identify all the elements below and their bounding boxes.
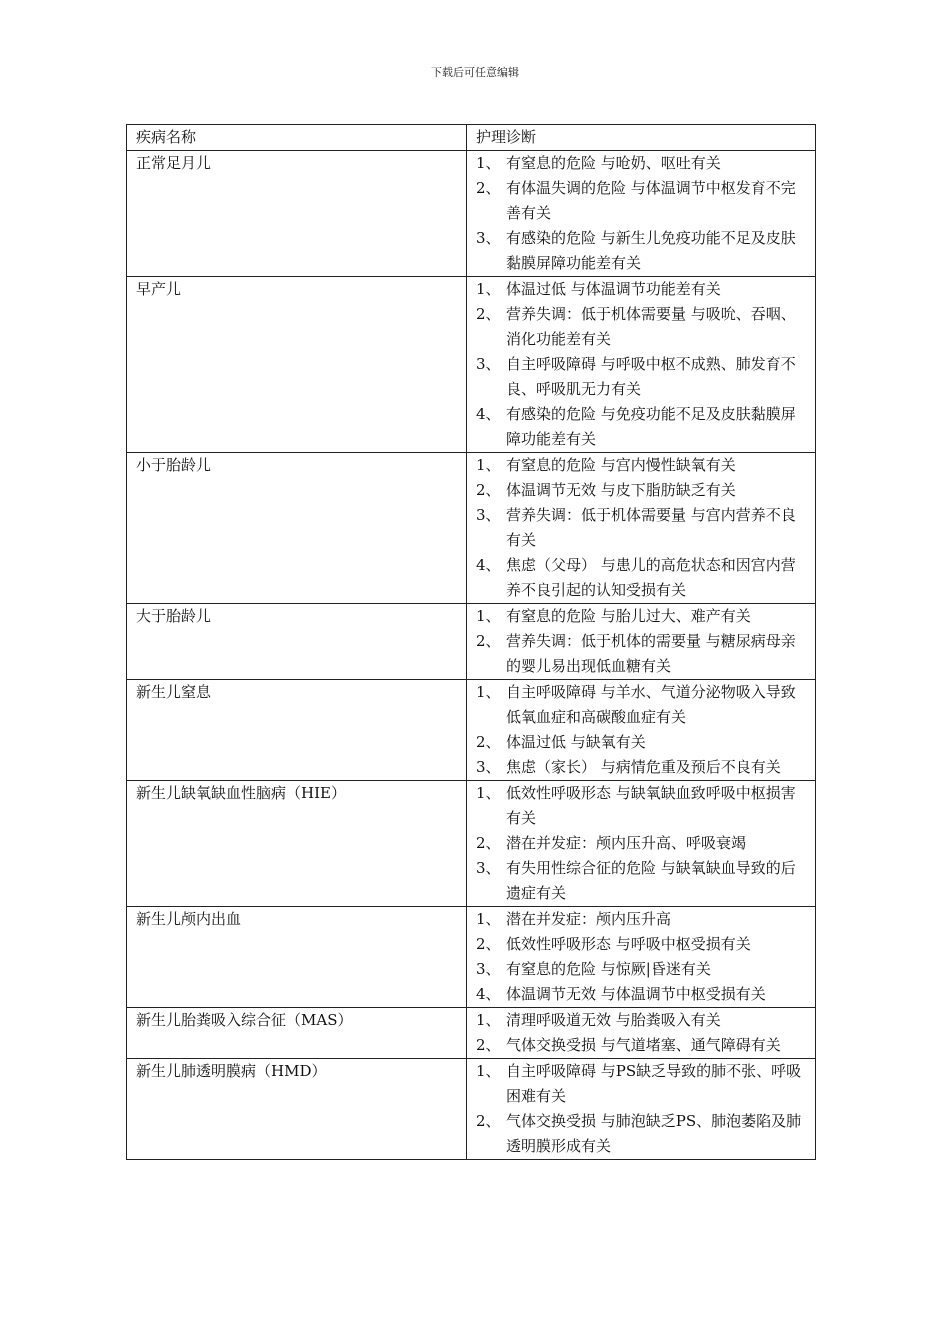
- diagnosis-text: 有窒息的危险 与宫内慢性缺氧有关: [506, 456, 736, 474]
- diagnosis-text: 体温过低 与体温调节功能差有关: [506, 280, 721, 298]
- table-row: [127, 781, 816, 907]
- item-number: 2、: [476, 481, 501, 499]
- diagnosis-text: 有窒息的危险 与呛奶、呕吐有关: [506, 154, 721, 172]
- diagnosis-text: 营养失调：低于机体的需要量 与糖尿病母亲的婴儿易出现低血糖有关: [506, 632, 796, 675]
- item-number: 1、: [476, 1011, 501, 1029]
- nursing-diagnosis-table: [126, 124, 816, 1160]
- list-item: [476, 453, 809, 478]
- column-header-disease: 疾病名称: [127, 125, 467, 151]
- list-item: [476, 151, 809, 176]
- page-header: 下载后可任意编辑: [431, 66, 519, 79]
- diagnosis-list: [476, 277, 809, 452]
- diagnosis-text: 有感染的危险 与免疫功能不足及皮肤黏膜屏障功能差有关: [506, 405, 796, 448]
- column-header-diagnosis: 护理诊断: [467, 125, 816, 151]
- diagnosis-text: 营养失调：低于机体需要量 与宫内营养不良有关: [506, 506, 796, 549]
- item-number: 1、: [476, 456, 501, 474]
- diagnosis-text: 有窒息的危险 与惊厥|昏迷有关: [506, 960, 711, 978]
- diagnosis-text: 体温调节无效 与体温调节中枢受损有关: [506, 985, 766, 1003]
- table-row: [127, 453, 816, 604]
- diagnosis-cell: [467, 1008, 816, 1059]
- header-row: [127, 125, 816, 151]
- diagnosis-text: 营养失调：低于机体需要量 与吸吮、吞咽、消化功能差有关: [506, 305, 796, 348]
- list-item: [476, 352, 809, 402]
- list-item: [476, 176, 809, 226]
- item-number: 2、: [476, 632, 501, 650]
- item-number: 3、: [476, 506, 501, 524]
- list-item: [476, 831, 809, 856]
- diagnosis-text: 有体温失调的危险 与体温调节中枢发育不完善有关: [506, 179, 796, 222]
- diagnosis-cell: [467, 151, 816, 277]
- list-item: [476, 932, 809, 957]
- item-number: 1、: [476, 910, 501, 928]
- disease-name-cell: 新生儿胎粪吸入综合征（MAS）: [127, 1008, 467, 1059]
- diagnosis-text: 气体交换受损 与肺泡缺乏PS、肺泡萎陷及肺透明膜形成有关: [506, 1112, 802, 1155]
- list-item: [476, 1109, 809, 1159]
- disease-name-cell: 小于胎龄儿: [127, 453, 467, 604]
- diagnosis-list: [476, 453, 809, 603]
- diagnosis-text: 体温过低 与缺氧有关: [506, 733, 646, 751]
- list-item: [476, 1033, 809, 1058]
- item-number: 1、: [476, 683, 501, 701]
- disease-name-cell: 早产儿: [127, 277, 467, 453]
- item-number: 1、: [476, 154, 501, 172]
- diagnosis-list: [476, 781, 809, 906]
- diagnosis-text: 潜在并发症：颅内压升高: [506, 910, 672, 928]
- list-item: [476, 680, 809, 730]
- item-number: 3、: [476, 960, 501, 978]
- diagnosis-text: 焦虑（父母） 与患儿的高危状态和因宫内营养不良引起的认知受损有关: [506, 556, 796, 599]
- diagnosis-text: 气体交换受损 与气道堵塞、通气障碍有关: [506, 1036, 781, 1054]
- list-item: [476, 755, 809, 780]
- item-number: 1、: [476, 280, 501, 298]
- diagnosis-text: 有失用性综合征的危险 与缺氧缺血导致的后遗症有关: [506, 859, 796, 902]
- disease-name-cell: 正常足月儿: [127, 151, 467, 277]
- disease-name-cell: 新生儿肺透明膜病（HMD）: [127, 1059, 467, 1160]
- item-number: 1、: [476, 607, 501, 625]
- item-number: 2、: [476, 834, 501, 852]
- diagnosis-cell: [467, 1059, 816, 1160]
- list-item: [476, 277, 809, 302]
- diagnosis-text: 自主呼吸障碍 与呼吸中枢不成熟、肺发育不良、呼吸肌无力有关: [506, 355, 796, 398]
- diagnosis-text: 潜在并发症：颅内压升高、呼吸衰竭: [506, 834, 747, 852]
- diagnosis-list: [476, 907, 809, 1007]
- diagnosis-list: [476, 604, 809, 679]
- item-number: 4、: [476, 556, 501, 574]
- list-item: [476, 629, 809, 679]
- item-number: 4、: [476, 405, 501, 423]
- list-item: [476, 503, 809, 553]
- diagnosis-cell: [467, 604, 816, 680]
- diagnosis-text: 有感染的危险 与新生儿免疫功能不足及皮肤黏膜屏障功能差有关: [506, 229, 796, 272]
- diagnosis-list: [476, 1059, 809, 1159]
- diagnosis-cell: [467, 277, 816, 453]
- item-number: 1、: [476, 1062, 501, 1080]
- diagnosis-list: [476, 151, 809, 276]
- table-row: [127, 1059, 816, 1160]
- diagnosis-cell: [467, 680, 816, 781]
- diagnosis-text: 自主呼吸障碍 与PS缺乏导致的肺不张、呼吸困难有关: [506, 1062, 802, 1105]
- diagnosis-cell: [467, 453, 816, 604]
- list-item: [476, 302, 809, 352]
- item-number: 2、: [476, 1112, 501, 1130]
- table-row: [127, 151, 816, 277]
- item-number: 2、: [476, 305, 501, 323]
- disease-name-cell: 新生儿颅内出血: [127, 907, 467, 1008]
- disease-name-cell: 新生儿缺氧缺血性脑病（HIE）: [127, 781, 467, 907]
- disease-name-cell: 大于胎龄儿: [127, 604, 467, 680]
- diagnosis-text: 有窒息的危险 与胎儿过大、难产有关: [506, 607, 751, 625]
- list-item: [476, 1059, 809, 1109]
- list-item: [476, 730, 809, 755]
- table-row: [127, 277, 816, 453]
- table-row: [127, 1008, 816, 1059]
- table-row: [127, 907, 816, 1008]
- item-number: 3、: [476, 229, 501, 247]
- list-item: [476, 856, 809, 906]
- diagnosis-text: 低效性呼吸形态 与缺氧缺血致呼吸中枢损害有关: [506, 784, 796, 827]
- item-number: 2、: [476, 179, 501, 197]
- table-body: [127, 125, 816, 1160]
- item-number: 2、: [476, 1036, 501, 1054]
- item-number: 2、: [476, 733, 501, 751]
- diagnosis-text: 清理呼吸道无效 与胎粪吸入有关: [506, 1011, 721, 1029]
- diagnosis-list: [476, 680, 809, 780]
- diagnosis-text: 体温调节无效 与皮下脂肪缺乏有关: [506, 481, 736, 499]
- item-number: 3、: [476, 355, 501, 373]
- item-number: 4、: [476, 985, 501, 1003]
- list-item: [476, 982, 809, 1007]
- table-row: [127, 604, 816, 680]
- diagnosis-text: 自主呼吸障碍 与羊水、气道分泌物吸入导致低氧血症和高碳酸血症有关: [506, 683, 796, 726]
- list-item: [476, 604, 809, 629]
- list-item: [476, 1008, 809, 1033]
- diagnosis-cell: [467, 781, 816, 907]
- diagnosis-cell: [467, 907, 816, 1008]
- list-item: [476, 226, 809, 276]
- diagnosis-list: [476, 1008, 809, 1058]
- item-number: 3、: [476, 758, 501, 776]
- list-item: [476, 478, 809, 503]
- item-number: 3、: [476, 859, 501, 877]
- item-number: 1、: [476, 784, 501, 802]
- diagnosis-text: 低效性呼吸形态 与呼吸中枢受损有关: [506, 935, 751, 953]
- list-item: [476, 907, 809, 932]
- disease-name-cell: 新生儿窒息: [127, 680, 467, 781]
- table-row: [127, 680, 816, 781]
- list-item: [476, 957, 809, 982]
- list-item: [476, 781, 809, 831]
- list-item: [476, 402, 809, 452]
- list-item: [476, 553, 809, 603]
- item-number: 2、: [476, 935, 501, 953]
- diagnosis-text: 焦虑（家长） 与病情危重及预后不良有关: [506, 758, 781, 776]
